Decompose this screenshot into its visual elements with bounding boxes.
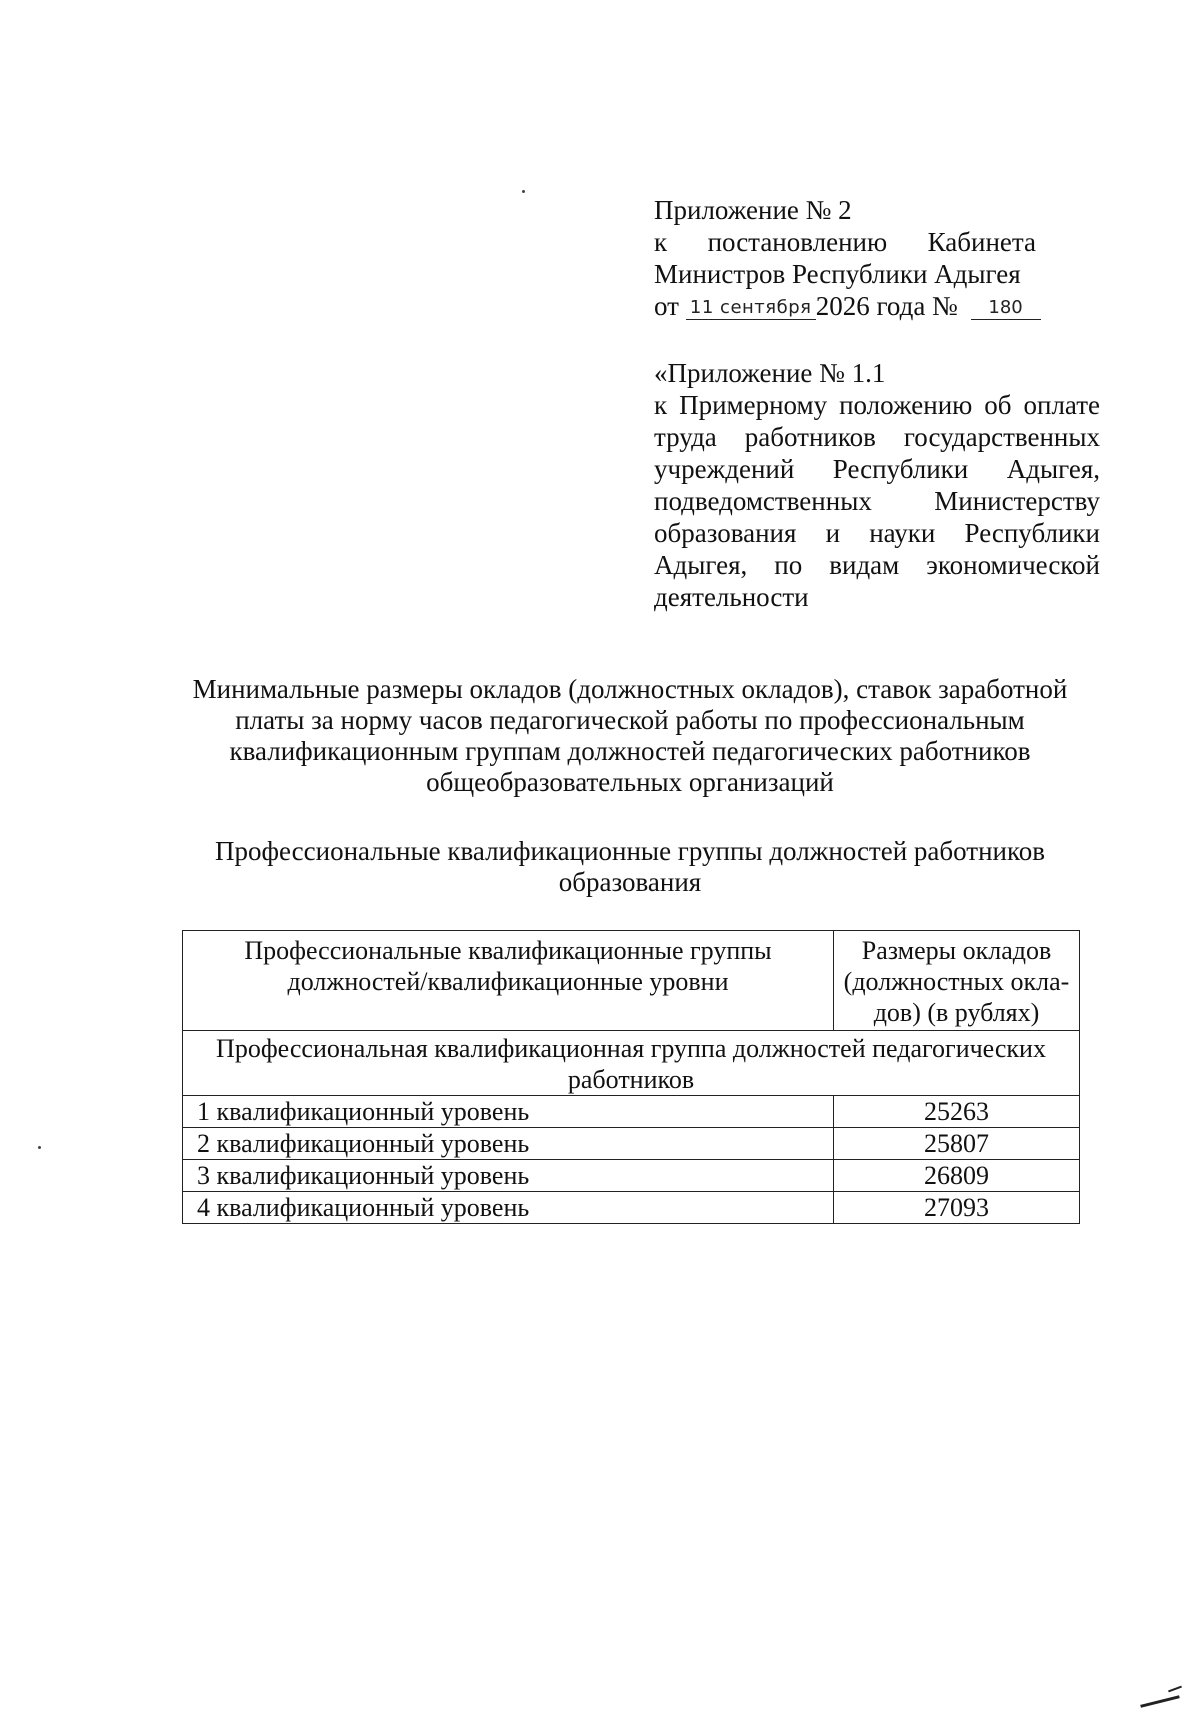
salary-cell: 25263 — [834, 1096, 1080, 1128]
table-row — [183, 1192, 1080, 1224]
section-title — [180, 836, 1080, 898]
level-cell: 3 квалификационный уровень — [183, 1160, 834, 1192]
date-fill-field: 11 сентября — [686, 297, 816, 320]
number-fill-field: 180 — [971, 297, 1041, 320]
table-header-row — [183, 931, 1080, 1031]
annex-line: труда работников государственных — [654, 422, 1100, 452]
scan-speck — [38, 1146, 41, 1149]
table-row — [183, 1128, 1080, 1160]
header-cell-groups — [183, 931, 834, 1031]
header-text-line: должностей/квалификационные уровни — [287, 967, 729, 996]
annex-line: учреждений Республики Адыгея, — [654, 454, 1100, 484]
section-title-line: Профессиональные квалификационные группы должностей работников — [215, 836, 1045, 866]
document-title-line: Минимальные размеры окладов (должностных окладов), ставок заработной — [192, 674, 1068, 704]
attachment-resolution-line: к постановлению Кабинета — [654, 227, 1036, 257]
year-text: 2026 года № — [815, 291, 958, 321]
group-title-line: Профессиональная квалификационная группа должностей педагогических — [216, 1034, 1046, 1063]
level-cell: 1 квалификационный уровень — [183, 1096, 834, 1128]
scan-edge-mark — [1140, 1695, 1180, 1708]
salary-table — [182, 930, 1080, 1224]
document-title — [180, 674, 1080, 798]
annex-line: Адыгея, по видам экономической — [654, 550, 1100, 580]
header-text-line: (должностных окла- — [843, 967, 1070, 996]
section-title-line: образования — [558, 867, 702, 897]
header-text-line: Размеры окладов — [861, 936, 1052, 965]
salary-cell: 25807 — [834, 1128, 1080, 1160]
document-title-line: квалификационным группам должностей педагогических работников — [229, 736, 1031, 766]
salary-cell: 27093 — [834, 1192, 1080, 1224]
level-cell: 2 квалификационный уровень — [183, 1128, 834, 1160]
header-text-line: дов) (в рублях) — [873, 998, 1040, 1027]
header-text-line: Профессиональные квалификационные группы — [244, 936, 772, 965]
header-cell-salary — [834, 931, 1080, 1031]
attachment-header — [654, 194, 1036, 322]
annex-line: подведомственных Министерству — [654, 486, 1100, 516]
level-cell: 4 квалификационный уровень — [183, 1192, 834, 1224]
attachment-title: Приложение № 2 — [654, 195, 852, 225]
date-prefix: от — [654, 291, 679, 321]
scan-edge-mark — [1168, 1686, 1182, 1693]
group-title-line: работников — [567, 1065, 695, 1094]
document-title-line: платы за норму часов педагогической работы по профессиональным — [235, 705, 1025, 735]
group-title-cell — [183, 1031, 1080, 1096]
annex-line: деятельности — [654, 582, 809, 612]
annex-line: «Приложение № 1.1 — [654, 358, 886, 388]
annex-header — [654, 357, 1100, 613]
table-row — [183, 1096, 1080, 1128]
document-title-line: общеобразовательных организаций — [426, 767, 834, 797]
table-row — [183, 1160, 1080, 1192]
annex-line: образования и науки Республики — [654, 518, 1100, 548]
attachment-ministers-line: Министров Республики Адыгея — [654, 259, 1021, 289]
attachment-date-line — [654, 290, 1036, 322]
annex-line: к Примерному положению об оплате — [654, 390, 1100, 420]
salary-cell: 26809 — [834, 1160, 1080, 1192]
scan-speck — [522, 190, 525, 193]
table-group-row — [183, 1031, 1080, 1096]
